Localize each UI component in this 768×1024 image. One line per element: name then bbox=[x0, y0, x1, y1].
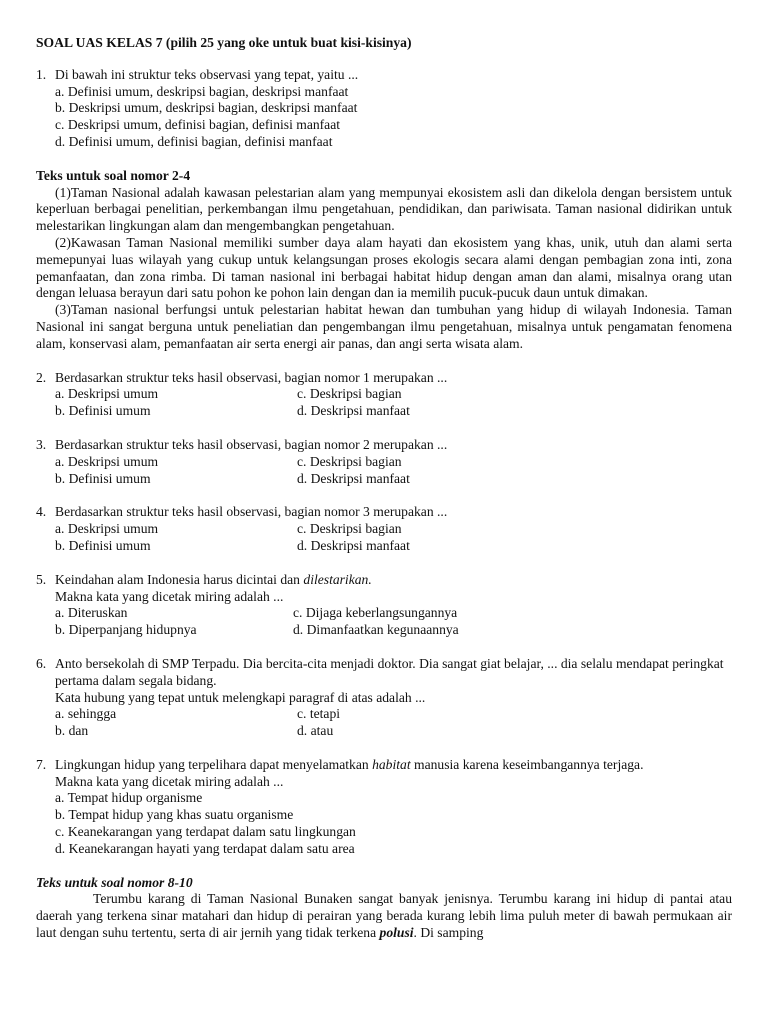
question-number: 5. bbox=[36, 571, 47, 587]
question-4 bbox=[36, 504, 732, 554]
question-text: Berdasarkan struktur teks hasil observasi, bagian nomor 2 merupakan ... bbox=[55, 436, 448, 452]
italic-word: habitat bbox=[372, 756, 411, 772]
question-number: 1. bbox=[36, 66, 47, 82]
question-text: Lingkungan hidup yang terpelihara dapat menyelamatkan habitat manusia karena keseimbangannya terjaga. bbox=[55, 756, 644, 772]
document-title: SOAL UAS KELAS 7 (pilih 25 yang oke untuk buat kisi-kisinya) bbox=[36, 35, 412, 50]
question-6 bbox=[36, 656, 732, 740]
question-number: 3. bbox=[36, 436, 47, 452]
option-a: a. Diteruskan bbox=[55, 605, 128, 621]
question-5 bbox=[36, 572, 732, 639]
question-text: Keindahan alam Indonesia harus dicintai dan dilestarikan. bbox=[55, 571, 372, 587]
passage-paragraph-1: (1)Taman Nasional adalah kawasan pelestarian alam yang mempunyai ekosistem asli dan dikelola dengan bersistem untuk keperluan berbagai penelitian, perkembangan ilmu pengetahuan, pendidikan, dan pariwisata. Taman nasional didirikan untuk melestarikan lingkungan alam dan mengembangkan pengetahuan. bbox=[36, 184, 732, 234]
question-text: Anto bersekolah di SMP Terpadu. Dia bercita-cita menjadi doktor. Dia sangat giat belajar, ... dia selalu mendapat peringkat pertama dalam segala bidang. bbox=[55, 655, 724, 688]
question-2 bbox=[36, 370, 732, 420]
question-prompt: Makna kata yang dicetak miring adalah ... bbox=[55, 773, 284, 789]
option-b: b. Definisi umum bbox=[55, 403, 151, 419]
passage-heading: Teks untuk soal nomor 8-10 bbox=[36, 874, 193, 890]
option-c: c. Deskripsi umum, definisi bagian, definisi manfaat bbox=[55, 117, 341, 133]
option-b: b. Definisi umum bbox=[55, 537, 151, 553]
question-7 bbox=[36, 757, 732, 858]
bold-italic-word: polusi bbox=[379, 925, 414, 941]
passage-paragraph-3: (3)Taman nasional berfungsi untuk pelestarian habitat hewan dan tumbuhan yang hidup di wilayah Indonesia. Taman Nasional ini sangat berguna untuk peneliatian dan pengembangan ilmu pengetahuan, misalnya untuk pengamatan fenomena alam, konservasi alam, pemanfaatan air serta energi air panas, dan angi serta wisata alam. bbox=[36, 302, 732, 351]
question-number: 2. bbox=[36, 369, 47, 385]
option-b: b. dan bbox=[55, 723, 89, 739]
question-number: 7. bbox=[36, 756, 47, 772]
option-c: c. tetapi bbox=[297, 706, 341, 722]
option-d: d. Deskripsi manfaat bbox=[297, 537, 410, 553]
option-a: a. Tempat hidup organisme bbox=[55, 790, 203, 806]
option-b: b. Diperpanjang hidupnya bbox=[55, 622, 197, 638]
option-d: d. Keanekarangan hayati yang terdapat dalam satu area bbox=[55, 840, 355, 856]
option-b: b. Deskripsi umum, deskripsi bagian, deskripsi manfaat bbox=[55, 100, 358, 116]
question-prompt: Kata hubung yang tepat untuk melengkapi paragraf di atas adalah ... bbox=[55, 689, 426, 705]
option-b: b. Tempat hidup yang khas suatu organisme bbox=[55, 807, 294, 823]
option-c: c. Dijaga keberlangsungannya bbox=[293, 605, 458, 621]
italic-word: dilestarikan. bbox=[303, 571, 372, 587]
option-a: a. Deskripsi umum bbox=[55, 386, 159, 402]
option-d: d. Deskripsi manfaat bbox=[297, 470, 410, 486]
passage-8-10 bbox=[36, 875, 732, 942]
option-c: c. Deskripsi bagian bbox=[297, 453, 402, 469]
passage-2-4 bbox=[36, 168, 732, 353]
question-number: 4. bbox=[36, 504, 47, 520]
option-d: d. Dimanfaatkan kegunaannya bbox=[293, 622, 459, 638]
question-text: Berdasarkan struktur teks hasil observasi, bagian nomor 1 merupakan ... bbox=[55, 369, 448, 385]
option-a: a. Deskripsi umum bbox=[55, 521, 159, 537]
passage-heading: Teks untuk soal nomor 2-4 bbox=[36, 167, 191, 183]
question-number: 6. bbox=[36, 655, 47, 671]
question-1 bbox=[36, 67, 732, 151]
option-d: d. atau bbox=[297, 723, 334, 739]
option-b: b. Definisi umum bbox=[55, 470, 151, 486]
question-3 bbox=[36, 437, 732, 487]
passage-paragraph-2: (2)Kawasan Taman Nasional memiliki sumber daya alam hayati dan ekosistem yang khas, unik, utuh dan alami serta memepunyai luas wilayah yang cukup untuk kelangsungan proses ekologis secara alami dengan pembagian zona inti, zona pemanfaatan, dan zona rimba. Di taman nasional ini berbagai habitat hidup dengan aman dan alami, misalnya orang utan dengan leluasa berayun dari satu pohon ke pohon lain dengan dan ia memilih pucuk-pucuk daun untuk dimakan. bbox=[36, 234, 732, 301]
question-text: Berdasarkan struktur teks hasil observasi, bagian nomor 3 merupakan ... bbox=[55, 504, 448, 520]
option-a: a. Definisi umum, deskripsi bagian, deskripsi manfaat bbox=[55, 83, 349, 99]
option-c: c. Deskripsi bagian bbox=[297, 386, 402, 402]
document-page bbox=[36, 35, 732, 942]
passage-paragraph-1: Terumbu karang di Taman Nasional Bunaken sangat banyak jenisnya. Terumbu karang ini hidup di pantai atau daerah yang terkena sinar matahari dan hidup di perairan yang berada kurang lebih lima puluh meter di bawah permukaan air laut dengan suhu tertentu, serta di air jernih yang tidak terkena polusi. Di samping bbox=[36, 891, 732, 941]
question-prompt: Makna kata yang dicetak miring adalah ... bbox=[55, 588, 284, 604]
option-a: a. Deskripsi umum bbox=[55, 453, 159, 469]
option-c: c. Deskripsi bagian bbox=[297, 521, 402, 537]
option-a: a. sehingga bbox=[55, 706, 117, 722]
question-text: Di bawah ini struktur teks observasi yang tepat, yaitu ... bbox=[55, 66, 359, 82]
option-d: d. Definisi umum, definisi bagian, definisi manfaat bbox=[55, 133, 333, 149]
option-d: d. Deskripsi manfaat bbox=[297, 403, 410, 419]
option-c: c. Keanekarangan yang terdapat dalam satu lingkungan bbox=[55, 824, 356, 840]
